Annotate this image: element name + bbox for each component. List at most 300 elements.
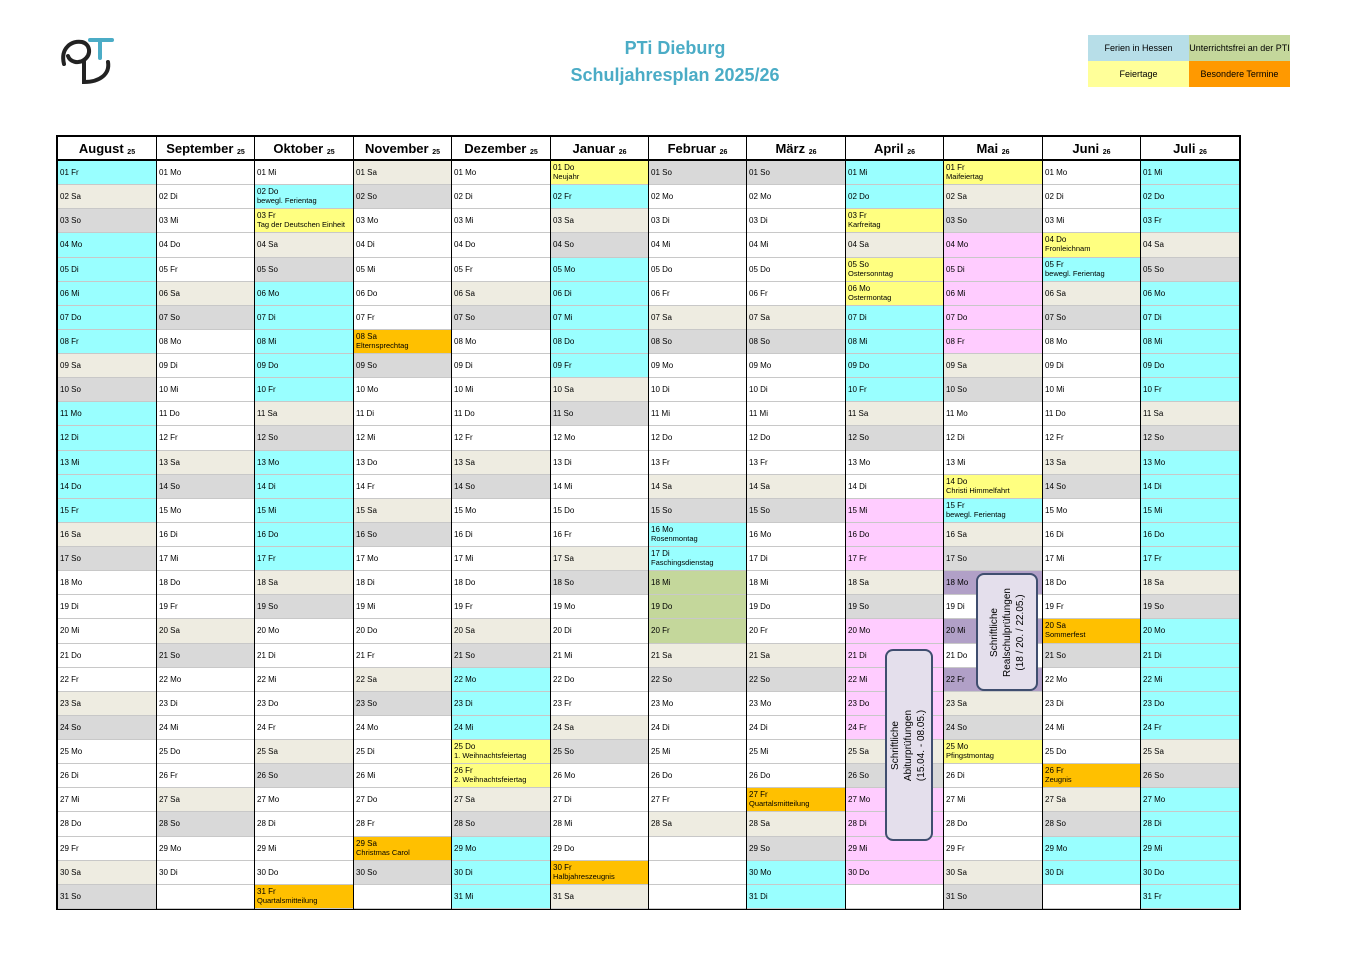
day-label: 25 Mi — [749, 747, 769, 756]
day-label: 24 Di — [749, 722, 768, 732]
day-label: 28 Mi — [553, 819, 573, 829]
day-label: 22 Mo — [159, 674, 182, 684]
day-label: 15 Mi — [848, 505, 868, 515]
day-label: 09 Do — [848, 361, 870, 370]
day-label: 08 Mo — [1045, 336, 1068, 346]
day-cell — [1043, 330, 1140, 354]
day-label: 29 Fr — [946, 843, 965, 853]
day-label — [356, 885, 451, 892]
day-cell — [452, 475, 550, 499]
month-name: Mai — [976, 141, 999, 156]
day-cell — [58, 861, 156, 885]
day-label: 30 So — [356, 867, 377, 877]
day-cell — [944, 354, 1042, 378]
day-label: 10 Mi — [159, 385, 179, 395]
day-cell — [1141, 716, 1239, 740]
day-label: 02 Mo — [749, 192, 772, 202]
day-label: 09 Mo — [651, 361, 674, 370]
day-cell — [255, 740, 353, 764]
day-label: 20 Mo — [848, 626, 871, 636]
day-label: 11 Sa — [257, 409, 278, 419]
day-cell — [157, 740, 254, 764]
day-cell — [1141, 619, 1239, 643]
day-cell — [452, 619, 550, 643]
day-label: 13 Mo — [257, 457, 280, 467]
day-cell — [649, 354, 746, 378]
day-label: 25 Do — [159, 747, 181, 756]
day-label: 03 Mi — [1045, 216, 1065, 226]
day-label: 04 Di — [356, 240, 375, 250]
day-cell — [1141, 788, 1239, 812]
day-label: 02 Sa — [946, 192, 967, 202]
day-label: 14 So — [1045, 481, 1066, 491]
day-label: 09 Do — [1143, 361, 1165, 370]
day-cell — [1141, 378, 1239, 402]
day-label: 20 Sa — [454, 626, 475, 636]
day-cell — [747, 451, 845, 475]
day-cell — [354, 330, 451, 354]
day-label: 23 Mo — [749, 698, 772, 708]
day-label: 27 Mo — [257, 795, 280, 805]
day-cell — [58, 571, 156, 595]
day-label: 04 Do — [159, 240, 181, 250]
day-label: 18 So — [553, 578, 574, 588]
day-cell — [747, 692, 845, 716]
day-cell — [846, 330, 943, 354]
day-cell — [58, 812, 156, 836]
day-label: 31 Fr — [257, 886, 276, 896]
day-cell — [157, 788, 254, 812]
day-cell — [551, 861, 648, 885]
day-label: 12 Fr — [1045, 433, 1064, 443]
day-cell — [747, 330, 845, 354]
month-column — [1141, 137, 1239, 908]
day-cell — [452, 161, 550, 185]
day-cell — [846, 209, 943, 233]
day-label: 05 So — [1143, 264, 1164, 274]
day-label: 31 So — [946, 891, 967, 901]
day-label: 28 Di — [848, 819, 867, 829]
day-label: 12 Do — [749, 433, 771, 443]
day-cell — [747, 282, 845, 306]
day-label: 23 Di — [454, 698, 473, 708]
day-label: 25 Sa — [1143, 747, 1164, 756]
day-label: 15 Do — [553, 505, 575, 515]
abiturpruefungen-label: Schriftliche Abiturprüfungen (15.04. - 08.05.) — [890, 709, 928, 781]
month-column — [649, 137, 747, 908]
day-cell — [846, 233, 943, 257]
day-label: 24 Fr — [257, 722, 276, 732]
day-cell — [944, 378, 1042, 402]
day-label: 18 Mo — [946, 578, 969, 588]
day-label: 02 So — [356, 192, 377, 202]
day-label: 26 Fr — [454, 766, 473, 776]
month-column — [551, 137, 649, 908]
day-label: 15 Fr — [60, 505, 79, 515]
day-label: 29 Mi — [257, 843, 277, 853]
day-cell — [747, 209, 845, 233]
day-cell — [157, 499, 254, 523]
day-label: 31 Mi — [454, 891, 474, 901]
day-label: 24 Sa — [553, 722, 574, 732]
day-cell — [354, 426, 451, 450]
month-name: November — [365, 141, 429, 156]
day-label: 04 Mi — [651, 240, 671, 250]
day-cell — [354, 595, 451, 619]
day-cell — [649, 619, 746, 643]
day-cell — [1141, 233, 1239, 257]
day-label: 25 Do — [454, 742, 476, 751]
day-cell — [944, 716, 1042, 740]
day-label: 11 Sa — [1143, 409, 1164, 419]
day-cell — [157, 306, 254, 330]
day-cell — [1043, 426, 1140, 450]
day-cell — [157, 885, 254, 909]
day-label: 02 Do — [257, 187, 279, 197]
day-label: 20 Mi — [946, 626, 966, 636]
day-label: 21 Do — [946, 650, 968, 660]
day-cell — [354, 692, 451, 716]
day-note: Rosenmontag — [651, 533, 698, 543]
day-cell — [649, 161, 746, 185]
day-label: 27 Mo — [848, 795, 871, 805]
day-cell — [551, 258, 648, 282]
day-label: 16 Fr — [553, 529, 572, 539]
day-cell — [649, 378, 746, 402]
day-cell — [846, 378, 943, 402]
day-label: 20 Sa — [1045, 621, 1066, 631]
day-cell — [157, 451, 254, 475]
day-note: bewegl. Ferientag — [946, 509, 1006, 519]
day-label: 31 So — [60, 891, 81, 901]
day-note: 2. Weihnachtsfeiertag — [454, 775, 527, 785]
day-label: 02 Di — [1045, 192, 1064, 202]
day-label: 17 Fr — [848, 554, 867, 563]
day-label: 04 So — [553, 240, 574, 250]
day-label: 01 Mo — [454, 168, 477, 177]
day-label — [651, 861, 746, 868]
day-label: 17 Sa — [553, 554, 574, 563]
day-label: 10 Di — [651, 385, 670, 395]
day-label — [1045, 885, 1140, 892]
day-cell — [747, 861, 845, 885]
day-label: 01 Mi — [1143, 168, 1163, 177]
month-year: 25 — [326, 149, 335, 156]
day-cell — [58, 547, 156, 571]
day-cell — [747, 233, 845, 257]
day-label: 12 Di — [946, 433, 965, 443]
day-cell — [747, 523, 845, 547]
day-label: 16 Do — [1143, 529, 1165, 539]
day-cell — [255, 475, 353, 499]
day-label: 11 Mi — [749, 409, 768, 419]
day-cell — [551, 354, 648, 378]
month-header — [551, 137, 648, 161]
day-cell — [747, 547, 845, 571]
day-cell — [452, 426, 550, 450]
day-cell — [551, 764, 648, 788]
day-cell — [1043, 547, 1140, 571]
day-label: 08 Mo — [159, 336, 182, 346]
day-cell — [649, 499, 746, 523]
day-label: 07 Di — [848, 312, 867, 322]
day-label: 22 Mo — [1045, 674, 1068, 684]
day-note: Faschingsdienstag — [651, 558, 714, 567]
day-label: 25 Sa — [848, 747, 869, 756]
day-cell — [58, 330, 156, 354]
day-cell — [944, 523, 1042, 547]
day-label: 29 Fr — [60, 843, 79, 853]
day-label: 28 So — [159, 819, 180, 829]
day-cell — [1043, 499, 1140, 523]
day-label: 03 Di — [651, 216, 670, 226]
day-cell — [551, 788, 648, 812]
day-label: 22 Mi — [257, 674, 277, 684]
day-label: 05 So — [848, 259, 869, 269]
day-label: 12 So — [848, 433, 869, 443]
day-cell — [157, 161, 254, 185]
day-cell — [255, 354, 353, 378]
day-cell — [255, 258, 353, 282]
day-cell — [255, 716, 353, 740]
day-cell — [157, 716, 254, 740]
day-label: 03 Fr — [1143, 216, 1162, 226]
day-cell — [452, 523, 550, 547]
legend-ferien: Ferien in Hessen — [1088, 35, 1189, 61]
day-label: 02 Di — [159, 192, 178, 202]
day-cell — [747, 426, 845, 450]
day-label: 18 Di — [356, 578, 375, 588]
day-cell — [747, 499, 845, 523]
day-label: 28 Di — [257, 819, 276, 829]
day-label: 01 Mi — [257, 168, 277, 177]
day-cell — [944, 812, 1042, 836]
day-label: 20 Fr — [749, 626, 768, 636]
day-cell — [452, 644, 550, 668]
day-label: 03 So — [60, 216, 81, 226]
day-label: 27 Do — [356, 795, 378, 805]
day-cell — [157, 258, 254, 282]
day-cell — [157, 209, 254, 233]
day-label: 13 Mo — [1143, 457, 1166, 467]
day-label: 07 So — [1045, 312, 1066, 322]
day-cell — [354, 378, 451, 402]
day-cell — [58, 595, 156, 619]
day-label: 17 Di — [651, 549, 670, 558]
day-cell — [1141, 740, 1239, 764]
day-cell — [1043, 306, 1140, 330]
day-cell — [1141, 499, 1239, 523]
day-cell — [1141, 812, 1239, 836]
day-label: 14 Do — [60, 481, 82, 491]
day-cell — [255, 161, 353, 185]
day-label: 23 Do — [848, 698, 870, 708]
day-cell — [747, 812, 845, 836]
month-header — [944, 137, 1042, 161]
day-cell — [58, 619, 156, 643]
day-note: 1. Weihnachtsfeiertag — [454, 751, 527, 760]
day-label: 07 Sa — [749, 312, 770, 322]
day-label: 15 Mo — [159, 505, 182, 515]
day-label: 24 So — [946, 722, 967, 732]
month-name: Dezember — [464, 141, 527, 156]
day-label: 15 Mo — [454, 505, 477, 515]
day-note: Sommerfest — [1045, 630, 1086, 640]
day-label: 05 Fr — [1045, 259, 1064, 269]
day-label: 17 So — [946, 554, 967, 563]
day-cell — [649, 885, 746, 909]
day-label: 15 Mi — [1143, 505, 1163, 515]
day-cell — [1141, 668, 1239, 692]
day-cell — [157, 837, 254, 861]
day-cell — [255, 861, 353, 885]
day-cell — [1043, 619, 1140, 643]
day-label: 06 Mi — [60, 288, 80, 298]
day-label: 21 Do — [60, 650, 82, 660]
month-header — [649, 137, 746, 161]
day-label: 18 Sa — [257, 578, 278, 588]
day-label: 03 Fr — [257, 211, 276, 221]
day-cell — [551, 547, 648, 571]
day-cell — [58, 740, 156, 764]
month-year: 25 — [529, 149, 538, 156]
day-label: 19 So — [848, 602, 869, 612]
day-cell — [255, 692, 353, 716]
day-label: 14 Sa — [651, 481, 672, 491]
day-label: 18 Sa — [848, 578, 869, 588]
day-label: 13 Di — [553, 457, 572, 467]
day-label: 11 Do — [454, 409, 475, 419]
day-label: 17 So — [60, 554, 81, 563]
day-label: 24 Fr — [848, 722, 867, 732]
day-label: 27 Mo — [1143, 795, 1166, 805]
day-cell — [846, 885, 943, 909]
day-label: 01 Fr — [60, 168, 79, 177]
day-cell — [1141, 523, 1239, 547]
day-label: 11 Mo — [946, 409, 968, 419]
day-cell — [649, 258, 746, 282]
day-cell — [354, 209, 451, 233]
day-note: Elternsprechtag — [356, 340, 409, 350]
day-cell — [747, 740, 845, 764]
day-cell — [551, 812, 648, 836]
day-cell — [846, 571, 943, 595]
day-cell — [551, 523, 648, 547]
day-note: Pfingstmontag — [946, 751, 994, 760]
day-cell — [1043, 354, 1140, 378]
day-cell — [58, 402, 156, 426]
day-label: 09 Di — [454, 361, 473, 370]
day-cell — [846, 426, 943, 450]
day-cell — [452, 571, 550, 595]
day-label: 21 Sa — [749, 650, 770, 660]
day-cell — [944, 475, 1042, 499]
day-label: 14 So — [159, 481, 180, 491]
day-label: 22 Mo — [454, 674, 477, 684]
day-cell — [58, 161, 156, 185]
day-label: 27 Fr — [749, 790, 768, 800]
day-cell — [944, 451, 1042, 475]
day-cell — [58, 209, 156, 233]
day-cell — [157, 233, 254, 257]
day-label: 25 So — [553, 747, 574, 756]
day-label: 21 Di — [848, 650, 867, 660]
day-cell — [354, 837, 451, 861]
day-cell — [58, 426, 156, 450]
day-cell — [157, 644, 254, 668]
day-cell — [157, 426, 254, 450]
day-cell — [354, 644, 451, 668]
day-cell — [452, 233, 550, 257]
day-cell — [58, 354, 156, 378]
month-year: 26 — [1102, 149, 1111, 156]
day-label: 10 Mi — [1045, 385, 1065, 395]
day-cell — [944, 837, 1042, 861]
day-label: 29 Mo — [159, 843, 182, 853]
day-label: 16 So — [356, 529, 377, 539]
day-label: 28 Sa — [651, 819, 672, 829]
day-cell — [1141, 209, 1239, 233]
day-label: 01 Sa — [356, 168, 377, 177]
day-cell — [846, 306, 943, 330]
day-note: Quartalsmitteilung — [257, 895, 318, 905]
day-label: 03 So — [946, 216, 967, 226]
day-note: bewegl. Ferientag — [257, 196, 317, 206]
day-label: 17 Mi — [1045, 554, 1065, 563]
day-label: 21 So — [1045, 650, 1066, 660]
day-cell — [747, 619, 845, 643]
day-cell — [255, 644, 353, 668]
day-cell — [157, 282, 254, 306]
day-label: 16 Di — [159, 529, 178, 539]
day-label: 18 Sa — [1143, 578, 1164, 588]
day-cell — [58, 233, 156, 257]
day-cell — [1141, 885, 1239, 909]
day-label: 11 Do — [1045, 409, 1066, 419]
day-label: 05 Do — [749, 264, 771, 274]
day-cell — [1141, 764, 1239, 788]
day-label: 27 Mi — [946, 795, 966, 805]
day-cell — [747, 161, 845, 185]
day-label: 06 Mo — [257, 288, 280, 298]
day-cell — [354, 740, 451, 764]
day-label: 24 So — [60, 722, 81, 732]
day-label: 14 Mi — [553, 481, 573, 491]
day-label: 24 Di — [651, 722, 670, 732]
realschulpruefungen-label: Schriftliche Realschulprüfungen (18 / 20. / 22.05.) — [988, 587, 1026, 677]
day-cell — [649, 644, 746, 668]
day-cell — [354, 282, 451, 306]
day-label: 16 Mo — [749, 529, 772, 539]
day-label: 27 Sa — [159, 795, 180, 805]
day-label: 09 Do — [257, 361, 279, 370]
day-cell — [846, 861, 943, 885]
day-cell — [649, 330, 746, 354]
day-label: 19 Mo — [553, 602, 576, 612]
month-header — [354, 137, 451, 161]
day-label: 07 Mi — [553, 312, 573, 322]
day-cell — [1141, 861, 1239, 885]
day-note: Tag der Deutschen Einheit — [257, 220, 345, 230]
day-label: 02 Di — [454, 192, 473, 202]
day-label: 09 Sa — [946, 361, 967, 370]
day-label: 06 Fr — [749, 288, 768, 298]
day-cell — [354, 764, 451, 788]
day-cell — [157, 692, 254, 716]
day-label: 30 Fr — [553, 862, 572, 872]
month-year: 26 — [1199, 149, 1207, 156]
day-label: 05 Do — [651, 264, 673, 274]
